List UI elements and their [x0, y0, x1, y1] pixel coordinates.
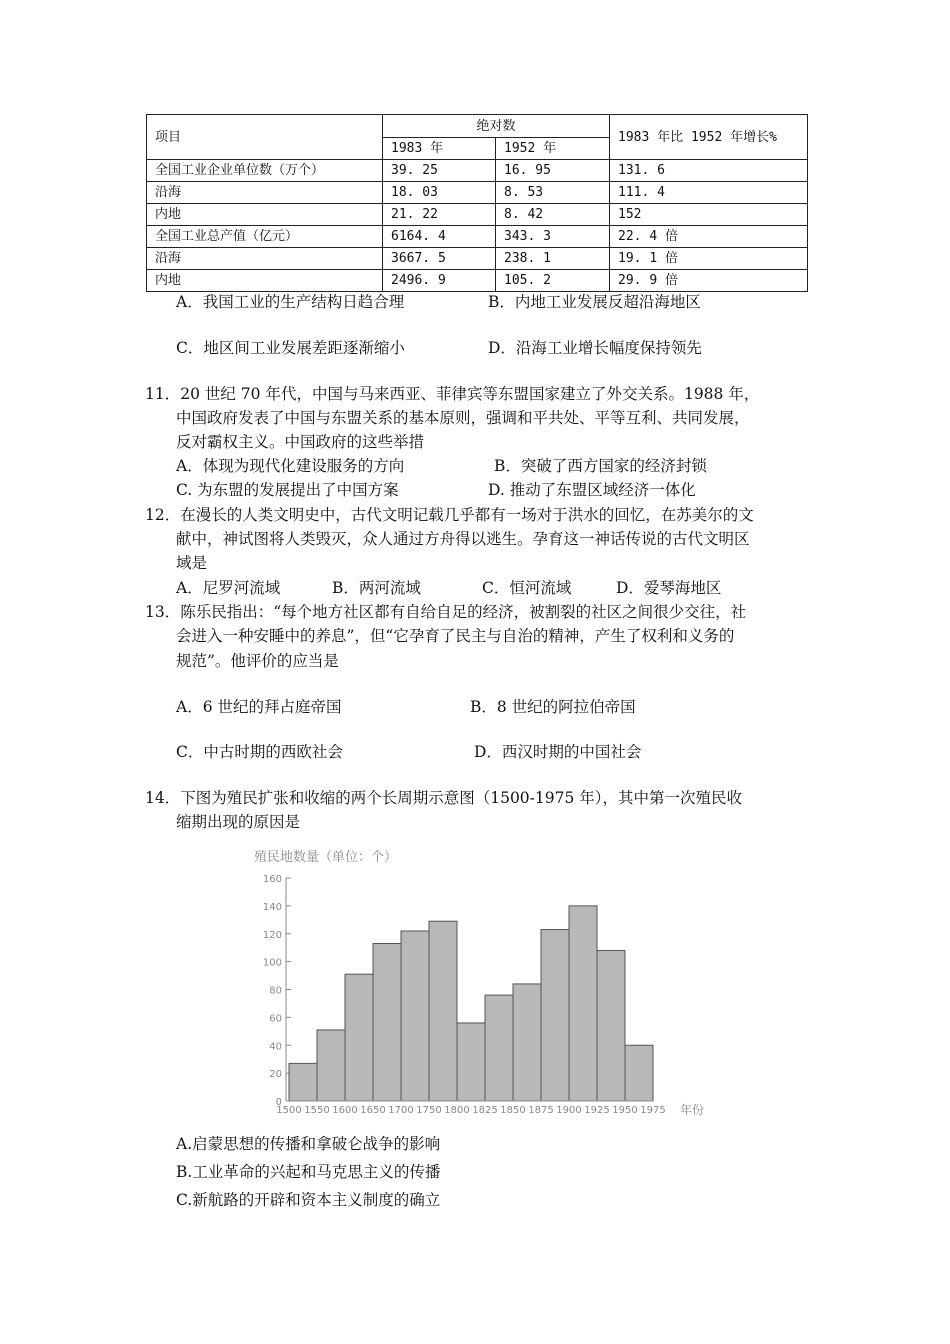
row-growth: 29. 9 倍 [610, 270, 808, 292]
x-tick-label: 1800 [444, 1105, 470, 1116]
row-name: 全国工业总产值（亿元） [147, 226, 383, 248]
y-tick-label: 60 [269, 1013, 282, 1025]
x-tick-label: 1650 [360, 1105, 386, 1116]
q11-option-d[interactable]: D. 推动了东盟区域经济一体化 [488, 481, 696, 499]
x-tick-label: 1500 [276, 1105, 302, 1116]
q13-option-c[interactable]: C．中古时期的西欧社会 [176, 743, 343, 761]
x-axis [276, 1101, 665, 1116]
row-1983: 21. 22 [383, 204, 496, 226]
header-absolute: 绝对数 [383, 115, 610, 138]
bar-1950-1975 [625, 1045, 653, 1101]
q10-option-b[interactable]: B．内地工业发展反超沿海地区 [488, 293, 701, 311]
statistics-table [146, 114, 808, 292]
y-axis [263, 874, 291, 1108]
y-tick-label: 140 [262, 901, 282, 913]
x-tick-label: 1600 [332, 1105, 358, 1116]
table-row [147, 182, 808, 204]
bar-1600-1650 [345, 974, 373, 1101]
q12-option-a[interactable]: A．尼罗河流域 [176, 579, 281, 597]
q13-option-a[interactable]: A．6 世纪的拜占庭帝国 [176, 698, 342, 716]
q11-stem-line3: 反对霸权主义。中国政府的这些举措 [176, 433, 425, 451]
q12-stem-line3: 域是 [176, 554, 208, 572]
x-tick-label: 1950 [612, 1105, 638, 1116]
row-name: 全国工业企业单位数（万个） [147, 160, 383, 182]
row-1952: 8. 42 [496, 204, 610, 226]
bar-1800-1825 [457, 1023, 485, 1101]
q13-stem-line1: 13．陈乐民指出：“每个地方社区都有自给自足的经济，被割裂的社区之间很少交往，社 [145, 603, 747, 621]
q13-option-b[interactable]: B．8 世纪的阿拉伯帝国 [470, 698, 636, 716]
q13-stem-line2: 会进入一种安睡中的养息”，但“它孕育了民主与自治的精神，产生了权利和义务的 [176, 627, 735, 645]
row-1983: 6164. 4 [383, 226, 496, 248]
bar-1925-1950 [597, 950, 625, 1101]
row-growth: 22. 4 倍 [610, 226, 808, 248]
q14-option-a[interactable]: A.启蒙思想的传播和拿破仑战争的影响 [176, 1135, 441, 1153]
y-tick-label: 100 [262, 957, 282, 969]
q12-option-b[interactable]: B．两河流域 [332, 579, 421, 597]
q12-stem-line1: 12．在漫长的人类文明史中，古代文明记载几乎都有一场对于洪水的回忆，在苏美尔的文 [145, 506, 754, 524]
table-row [147, 226, 808, 248]
bar-1850-1875 [513, 984, 541, 1101]
y-tick-label: 160 [262, 874, 282, 885]
header-growth: 1983 年比 1952 年增长% [610, 115, 808, 160]
y-tick-label: 80 [269, 985, 282, 997]
q10-option-c[interactable]: C．地区间工业发展差距逐渐缩小 [176, 339, 405, 357]
header-item: 项目 [147, 115, 383, 160]
row-1952: 16. 95 [496, 160, 610, 182]
q10-option-a[interactable]: A．我国工业的生产结构日趋合理 [176, 293, 405, 311]
q11-stem-line2: 中国政府发表了中国与东盟关系的基本原则，强调和平共处、平等互利、共同发展， [176, 409, 750, 427]
y-tick-label: 20 [269, 1069, 282, 1081]
y-tick-label: 120 [262, 929, 282, 941]
q13-option-d[interactable]: D．西汉时期的中国社会 [474, 743, 642, 761]
row-name: 内地 [147, 204, 383, 226]
row-1952: 238. 1 [496, 248, 610, 270]
bar-1875-1900 [541, 930, 569, 1101]
row-1952: 8. 53 [496, 182, 610, 204]
x-tick-label: 1825 [472, 1105, 498, 1116]
row-1983: 39. 25 [383, 160, 496, 182]
table-row [147, 270, 808, 292]
bar-1825-1850 [485, 995, 513, 1101]
row-1983: 18. 03 [383, 182, 496, 204]
colony-count-chart [240, 843, 730, 1123]
row-1952: 343. 3 [496, 226, 610, 248]
bar-series [289, 906, 653, 1101]
bar-1750-1800 [429, 921, 457, 1101]
row-growth: 131. 6 [610, 160, 808, 182]
bar-1650-1700 [373, 944, 401, 1101]
row-name: 沿海 [147, 182, 383, 204]
q14-stem-line1: 14．下图为殖民扩张和收缩的两个长周期示意图（1500-1975 年），其中第一次殖民收 [145, 789, 743, 807]
q14-option-c[interactable]: C.新航路的开辟和资本主义制度的确立 [176, 1191, 441, 1209]
bar-1550-1600 [317, 1030, 345, 1101]
row-1983: 2496. 9 [383, 270, 496, 292]
header-1983: 1983 年 [383, 138, 496, 160]
x-tick-label: 1875 [528, 1105, 554, 1116]
row-1952: 105. 2 [496, 270, 610, 292]
row-name: 内地 [147, 270, 383, 292]
q14-option-b[interactable]: B.工业革命的兴起和马克思主义的传播 [176, 1163, 441, 1181]
q10-option-d[interactable]: D．沿海工业增长幅度保持领先 [488, 339, 702, 357]
q11-option-a[interactable]: A．体现为现代化建设服务的方向 [176, 457, 405, 475]
row-1983: 3667. 5 [383, 248, 496, 270]
chart-title: 殖民地数量（单位：个） [254, 850, 398, 865]
q12-option-c[interactable]: C．恒河流域 [482, 579, 572, 597]
x-tick-label: 1550 [304, 1105, 330, 1116]
q11-option-c[interactable]: C. 为东盟的发展提出了中国方案 [176, 481, 399, 499]
q12-stem-line2: 献中，神试图将人类毁灭，众人通过方舟得以逃生。孕育这一神话传说的古代文明区 [176, 530, 750, 548]
row-growth: 19. 1 倍 [610, 248, 808, 270]
bar-1700-1750 [401, 931, 429, 1101]
table-row [147, 160, 808, 182]
row-growth: 111. 4 [610, 182, 808, 204]
bar-1500-1550 [289, 1063, 317, 1101]
row-growth: 152 [610, 204, 808, 226]
header-1952: 1952 年 [496, 138, 610, 160]
q12-option-d[interactable]: D．爱琴海地区 [616, 579, 722, 597]
y-tick-label: 40 [269, 1041, 282, 1053]
q11-stem-line1: 11．20 世纪 70 年代，中国与马来西亚、菲律宾等东盟国家建立了外交关系。1988 年， [145, 385, 760, 403]
x-tick-label: 1925 [584, 1105, 610, 1116]
table-row [147, 204, 808, 226]
x-tick-label: 1900 [556, 1105, 582, 1116]
bar-1900-1925 [569, 906, 597, 1101]
x-tick-label: 1750 [416, 1105, 442, 1116]
y-tick-label: 0 [275, 1097, 282, 1108]
x-axis-label: 年份 [680, 1103, 705, 1117]
x-tick-label: 1700 [388, 1105, 414, 1116]
x-tick-label: 1975 [640, 1105, 666, 1116]
q14-stem-line2: 缩期出现的原因是 [176, 813, 301, 831]
x-tick-label: 1850 [500, 1105, 526, 1116]
row-name: 沿海 [147, 248, 383, 270]
q13-stem-line3: 规范”。他评价的应当是 [176, 652, 339, 670]
table-row [147, 248, 808, 270]
q11-option-b[interactable]: B．突破了西方国家的经济封锁 [494, 457, 707, 475]
